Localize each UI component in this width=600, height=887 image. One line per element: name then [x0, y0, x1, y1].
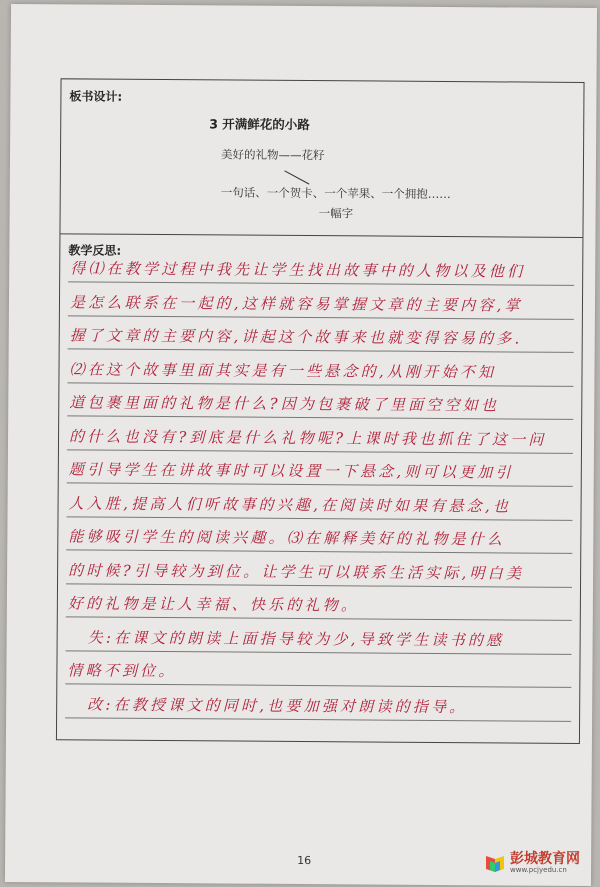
board-line-2: 一句话、一个贺卡、一个苹果、一个拥抱……	[220, 185, 451, 202]
handwritten-line: 的时候?引导较为到位。让学生可以联系生活实际,明白美	[68, 560, 525, 583]
ruled-line	[67, 449, 573, 454]
board-connector-line	[284, 170, 309, 184]
page-number: 16	[297, 853, 312, 868]
ruled-line	[66, 616, 572, 621]
ruled-line	[67, 382, 573, 387]
ruled-line	[65, 717, 571, 722]
handwritten-line: 握了文章的主要内容,讲起这个故事来也就变得容易的多.	[69, 326, 523, 348]
ruled-line	[66, 549, 572, 554]
watermark-url: www.pcjyedu.cn	[510, 866, 567, 874]
handwritten-line: 能够吸引学生的阅读兴趣。⑶在解释美好的礼物是什么	[68, 527, 506, 549]
board-design-label: 板书设计:	[69, 89, 123, 104]
worksheet-page	[5, 4, 597, 886]
lesson-plan-box	[56, 78, 585, 744]
handwritten-line: 的什么也没有?到底是什么礼物呢?上课时我也抓住了这一问	[68, 426, 547, 449]
board-line-3: 一幅字	[318, 206, 354, 221]
handwritten-line: 是怎么联系在一起的,这样就容易掌握文章的主要内容,掌	[69, 292, 523, 315]
ruled-line	[66, 650, 572, 655]
ruled-line	[66, 516, 572, 521]
ruled-line	[68, 348, 574, 353]
board-title: 3 开满鲜花的小路	[209, 116, 310, 133]
handwritten-line: 失:在课文的朗读上面指导较为少,导致学生读书的感	[87, 628, 505, 649]
ruled-line	[67, 415, 573, 420]
handwritten-line: 好的礼物是让人幸福、快乐的礼物。	[67, 594, 360, 615]
ruled-line	[68, 315, 574, 320]
watermark-name: 彭城教育网	[510, 851, 580, 867]
watermark	[484, 852, 580, 874]
handwritten-line: 题引导学生在讲故事时可以设置一下悬念,则可以更加引	[68, 460, 514, 482]
book-logo-icon	[484, 852, 506, 874]
handwritten-line: 情略不到位。	[67, 661, 177, 681]
reflection-label: 教学反思:	[68, 243, 122, 258]
ruled-line	[65, 683, 571, 688]
ruled-line	[68, 281, 574, 286]
handwritten-line: 得⑴在教学过程中我先让学生找出故事中的人物以及他们	[70, 259, 526, 281]
board-design-section	[60, 79, 583, 238]
ruled-line	[66, 583, 572, 588]
handwritten-line: 改:在教授课文的同时,也要加强对朗读的指导。	[87, 695, 468, 716]
handwritten-line: 人入胜,提高人们听故事的兴趣,在阅读时如果有悬念,也	[68, 493, 512, 515]
ruled-line	[67, 482, 573, 487]
handwritten-line: 道包裹里面的礼物是什么?因为包裹破了里面空空如也	[69, 393, 500, 415]
board-line-1: 美好的礼物——花籽	[220, 147, 325, 163]
handwritten-line: ⑵在这个故事里面其实是有一些悬念的,从刚开始不知	[69, 359, 497, 381]
